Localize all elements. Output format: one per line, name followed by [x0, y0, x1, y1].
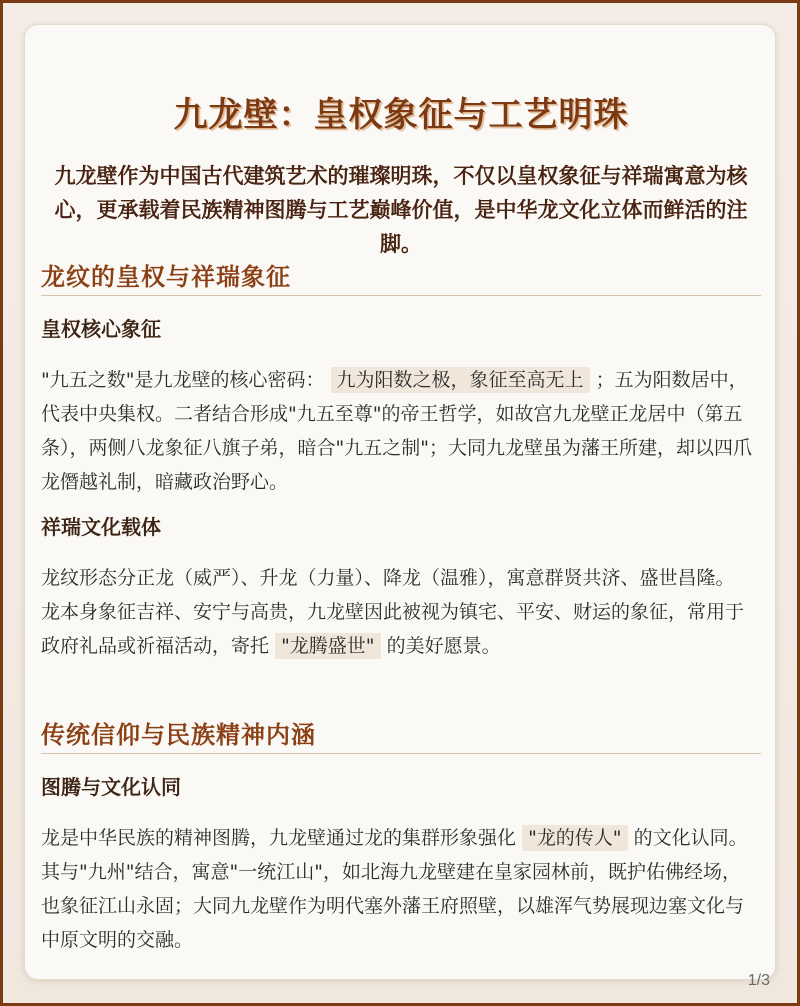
highlight-phrase: "龙的传人"	[522, 825, 627, 851]
paragraph-text: "九五之数"是九龙壁的核心密码：	[41, 369, 325, 391]
page-indicator: 1/3	[747, 972, 770, 989]
paragraph-text: 龙纹形态分正龙（威严）、升龙（力量）、降龙（温雅），寓意群贤共济、盛世昌隆。龙本身象征吉祥、安宁与高贵，九龙壁因此被视为镇宅、平安、财运的象征，常用于政府礼品或祈福活动，寄托	[41, 567, 745, 657]
section-heading-national-spirit: 传统信仰与民族精神内涵	[41, 721, 316, 749]
paragraph-text: 的美好愿景。	[386, 635, 501, 657]
section-divider	[41, 295, 761, 296]
subheading-imperial-core: 皇权核心象征	[41, 317, 161, 341]
paragraph-imperial-core	[41, 363, 753, 499]
section-heading-imperial-symbolism: 龙纹的皇权与祥瑞象征	[41, 263, 291, 291]
subheading-totem-identity: 图腾与文化认同	[41, 775, 181, 799]
highlight-phrase: 九为阳数之极，象征至高无上	[331, 367, 590, 393]
content-card	[24, 24, 776, 980]
subheading-auspicious-culture: 祥瑞文化载体	[41, 515, 161, 539]
paragraph-text: ；五为阳数居中，代表中央集权。二者结合形成"九五至尊"的帝王哲学，如故宫九龙壁正龙居中（第五条），两侧八龙象征八旗子弟，暗合"九五之制"；大同九龙壁虽为藩王所建，却以四爪龙僭越礼制，暗藏政治野心。	[41, 369, 752, 493]
highlight-phrase: "龙腾盛世"	[275, 633, 380, 659]
intro-paragraph: 九龙壁作为中国古代建筑艺术的璀璨明珠，不仅以皇权象征与祥瑞寓意为核心，更承载着民族精神图腾与工艺巅峰价值，是中华龙文化立体而鲜活的注脚。	[54, 164, 748, 256]
paragraph-text: 龙是中华民族的精神图腾，九龙壁通过龙的集群形象强化	[41, 827, 517, 849]
paragraph-auspicious-culture	[41, 561, 753, 663]
paragraph-text: 的文化认同。其与"九州"结合，寓意"一统江山"，如北海九龙壁建在皇家园林前，既护佑佛经场，也象征江山永固；大同九龙壁作为明代塞外藩王府照壁，以雄浑气势展现边塞文化与中原文明的交融。	[41, 827, 748, 951]
page-title: 九龙壁：皇权象征与工艺明珠	[173, 95, 629, 135]
section-divider	[41, 753, 761, 754]
paragraph-totem-identity	[41, 821, 753, 957]
